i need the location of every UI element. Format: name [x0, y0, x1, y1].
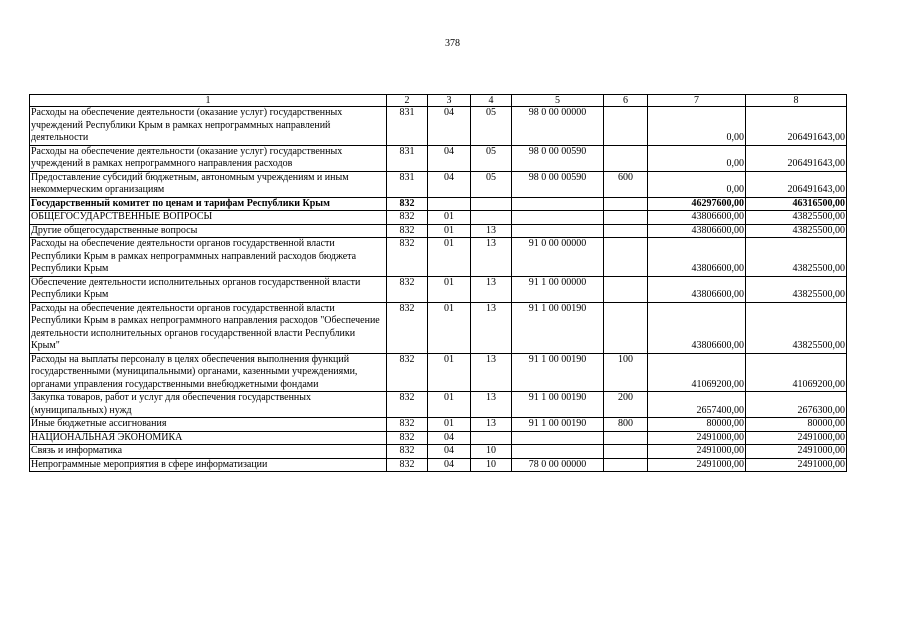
subsection-code-cell: 13	[471, 302, 512, 353]
row-name-cell: Расходы на выплаты персоналу в целях обеспечения выполнения функций государственными (муниципальными) органами, казенными учреждениями, органами управления государственными внебюджетными фондами	[30, 353, 387, 392]
amount-cell: 2491000,00	[648, 458, 746, 472]
row-name-cell: ОБЩЕГОСУДАРСТВЕННЫЕ ВОПРОСЫ	[30, 211, 387, 225]
section-code-cell: 01	[428, 353, 471, 392]
row-name-cell: Расходы на обеспечение деятельности органов государственной власти Республики Крым в рамках непрограммных направлений расходов бюджета Республики Крым	[30, 238, 387, 277]
gov-code-cell: 832	[387, 302, 428, 353]
header-cell: 6	[604, 95, 648, 107]
amount-cell: 43825500,00	[746, 238, 847, 277]
expense-type-cell	[604, 107, 648, 146]
amount-cell: 43825500,00	[746, 302, 847, 353]
amount-cell: 0,00	[648, 107, 746, 146]
header-cell: 8	[746, 95, 847, 107]
expense-type-cell: 800	[604, 418, 648, 432]
table-row	[30, 145, 847, 171]
expense-type-cell: 600	[604, 171, 648, 197]
expense-type-cell	[604, 197, 648, 211]
gov-code-cell: 831	[387, 107, 428, 146]
table-row	[30, 445, 847, 459]
target-article-cell: 98 0 00 00000	[512, 107, 604, 146]
amount-cell: 206491643,00	[746, 171, 847, 197]
expense-type-cell	[604, 302, 648, 353]
table-row	[30, 418, 847, 432]
amount-cell: 41069200,00	[746, 353, 847, 392]
amount-cell: 43825500,00	[746, 276, 847, 302]
amount-cell: 80000,00	[648, 418, 746, 432]
amount-cell: 206491643,00	[746, 145, 847, 171]
section-code-cell: 01	[428, 418, 471, 432]
expense-type-cell	[604, 431, 648, 445]
amount-cell: 206491643,00	[746, 107, 847, 146]
section-code-cell: 01	[428, 276, 471, 302]
gov-code-cell: 832	[387, 238, 428, 277]
header-cell: 7	[648, 95, 746, 107]
header-cell: 2	[387, 95, 428, 107]
row-name-cell: Расходы на обеспечение деятельности (оказание услуг) государственных учреждений Республики Крым в рамках непрограммных направлений деятельности	[30, 107, 387, 146]
gov-code-cell: 831	[387, 145, 428, 171]
subsection-code-cell	[471, 197, 512, 211]
row-name-cell: Другие общегосударственные вопросы	[30, 224, 387, 238]
expense-type-cell	[604, 145, 648, 171]
target-article-cell	[512, 445, 604, 459]
budget-table	[29, 94, 847, 472]
table-row	[30, 211, 847, 225]
gov-code-cell: 832	[387, 431, 428, 445]
target-article-cell: 91 1 00 00000	[512, 276, 604, 302]
subsection-code-cell: 05	[471, 145, 512, 171]
target-article-cell	[512, 224, 604, 238]
row-name-cell: Расходы на обеспечение деятельности органов государственной власти Республики Крым в рамках непрограммного направления расходов "Обеспечение деятельности исполнительных органов государственной власти Республики Крым"	[30, 302, 387, 353]
row-name-cell: Связь и информатика	[30, 445, 387, 459]
subsection-code-cell: 05	[471, 107, 512, 146]
subsection-code-cell	[471, 211, 512, 225]
target-article-cell: 98 0 00 00590	[512, 145, 604, 171]
gov-code-cell: 832	[387, 197, 428, 211]
header-cell: 4	[471, 95, 512, 107]
expense-type-cell	[604, 224, 648, 238]
row-name-cell: Расходы на обеспечение деятельности (оказание услуг) государственных учреждений в рамках непрограммного направления расходов	[30, 145, 387, 171]
subsection-code-cell: 05	[471, 171, 512, 197]
amount-cell: 43806600,00	[648, 276, 746, 302]
gov-code-cell: 832	[387, 458, 428, 472]
table-row	[30, 238, 847, 277]
subsection-code-cell: 13	[471, 418, 512, 432]
gov-code-cell: 831	[387, 171, 428, 197]
row-name-cell: Предоставление субсидий бюджетным, автономным учреждениям и иным некоммерческим организациям	[30, 171, 387, 197]
target-article-cell	[512, 211, 604, 225]
section-code-cell: 01	[428, 238, 471, 277]
amount-cell: 43806600,00	[648, 238, 746, 277]
amount-cell: 2491000,00	[746, 458, 847, 472]
section-code-cell: 04	[428, 171, 471, 197]
expense-type-cell	[604, 445, 648, 459]
header-row	[30, 95, 847, 107]
subsection-code-cell: 10	[471, 458, 512, 472]
amount-cell: 2676300,00	[746, 392, 847, 418]
table-row	[30, 107, 847, 146]
target-article-cell: 91 1 00 00190	[512, 353, 604, 392]
subsection-code-cell	[471, 431, 512, 445]
section-code-cell: 04	[428, 445, 471, 459]
section-code-cell: 01	[428, 224, 471, 238]
amount-cell: 2491000,00	[648, 445, 746, 459]
table-row	[30, 392, 847, 418]
table-row	[30, 431, 847, 445]
row-name-cell: Обеспечение деятельности исполнительных органов государственной власти Республики Крым	[30, 276, 387, 302]
amount-cell: 46297600,00	[648, 197, 746, 211]
section-code-cell	[428, 197, 471, 211]
table-row	[30, 353, 847, 392]
amount-cell: 0,00	[648, 171, 746, 197]
subsection-code-cell: 13	[471, 238, 512, 277]
table-row	[30, 224, 847, 238]
target-article-cell: 78 0 00 00000	[512, 458, 604, 472]
row-name-cell: НАЦИОНАЛЬНАЯ ЭКОНОМИКА	[30, 431, 387, 445]
section-code-cell: 04	[428, 458, 471, 472]
amount-cell: 46316500,00	[746, 197, 847, 211]
target-article-cell: 91 0 00 00000	[512, 238, 604, 277]
subsection-code-cell: 13	[471, 276, 512, 302]
amount-cell: 43806600,00	[648, 224, 746, 238]
subsection-code-cell: 10	[471, 445, 512, 459]
section-code-cell: 01	[428, 302, 471, 353]
gov-code-cell: 832	[387, 211, 428, 225]
amount-cell: 43825500,00	[746, 211, 847, 225]
amount-cell: 2491000,00	[746, 445, 847, 459]
amount-cell: 43806600,00	[648, 211, 746, 225]
row-name-cell: Государственный комитет по ценам и тарифам Республики Крым	[30, 197, 387, 211]
gov-code-cell: 832	[387, 276, 428, 302]
section-code-cell: 01	[428, 211, 471, 225]
amount-cell: 0,00	[648, 145, 746, 171]
subsection-code-cell: 13	[471, 353, 512, 392]
target-article-cell: 91 1 00 00190	[512, 302, 604, 353]
subsection-code-cell: 13	[471, 392, 512, 418]
gov-code-cell: 832	[387, 445, 428, 459]
amount-cell: 2657400,00	[648, 392, 746, 418]
header-cell: 3	[428, 95, 471, 107]
gov-code-cell: 832	[387, 418, 428, 432]
expense-type-cell	[604, 211, 648, 225]
amount-cell: 2491000,00	[746, 431, 847, 445]
table-row	[30, 197, 847, 211]
amount-cell: 43806600,00	[648, 302, 746, 353]
amount-cell: 43825500,00	[746, 224, 847, 238]
row-name-cell: Непрограммные мероприятия в сфере информатизации	[30, 458, 387, 472]
target-article-cell	[512, 431, 604, 445]
page-number: 378	[445, 38, 460, 49]
table-row	[30, 302, 847, 353]
amount-cell: 41069200,00	[648, 353, 746, 392]
row-name-cell: Иные бюджетные ассигнования	[30, 418, 387, 432]
expense-type-cell	[604, 458, 648, 472]
gov-code-cell: 832	[387, 353, 428, 392]
expense-type-cell: 100	[604, 353, 648, 392]
table-row	[30, 458, 847, 472]
expense-type-cell	[604, 276, 648, 302]
section-code-cell: 04	[428, 145, 471, 171]
target-article-cell: 91 1 00 00190	[512, 392, 604, 418]
section-code-cell: 01	[428, 392, 471, 418]
gov-code-cell: 832	[387, 392, 428, 418]
section-code-cell: 04	[428, 431, 471, 445]
section-code-cell: 04	[428, 107, 471, 146]
expense-type-cell	[604, 238, 648, 277]
target-article-cell: 91 1 00 00190	[512, 418, 604, 432]
subsection-code-cell: 13	[471, 224, 512, 238]
table-row	[30, 276, 847, 302]
amount-cell: 2491000,00	[648, 431, 746, 445]
gov-code-cell: 832	[387, 224, 428, 238]
target-article-cell	[512, 197, 604, 211]
target-article-cell: 98 0 00 00590	[512, 171, 604, 197]
header-cell: 5	[512, 95, 604, 107]
amount-cell: 80000,00	[746, 418, 847, 432]
table-row	[30, 171, 847, 197]
header-cell: 1	[30, 95, 387, 107]
expense-type-cell: 200	[604, 392, 648, 418]
row-name-cell: Закупка товаров, работ и услуг для обеспечения государственных (муниципальных) нужд	[30, 392, 387, 418]
